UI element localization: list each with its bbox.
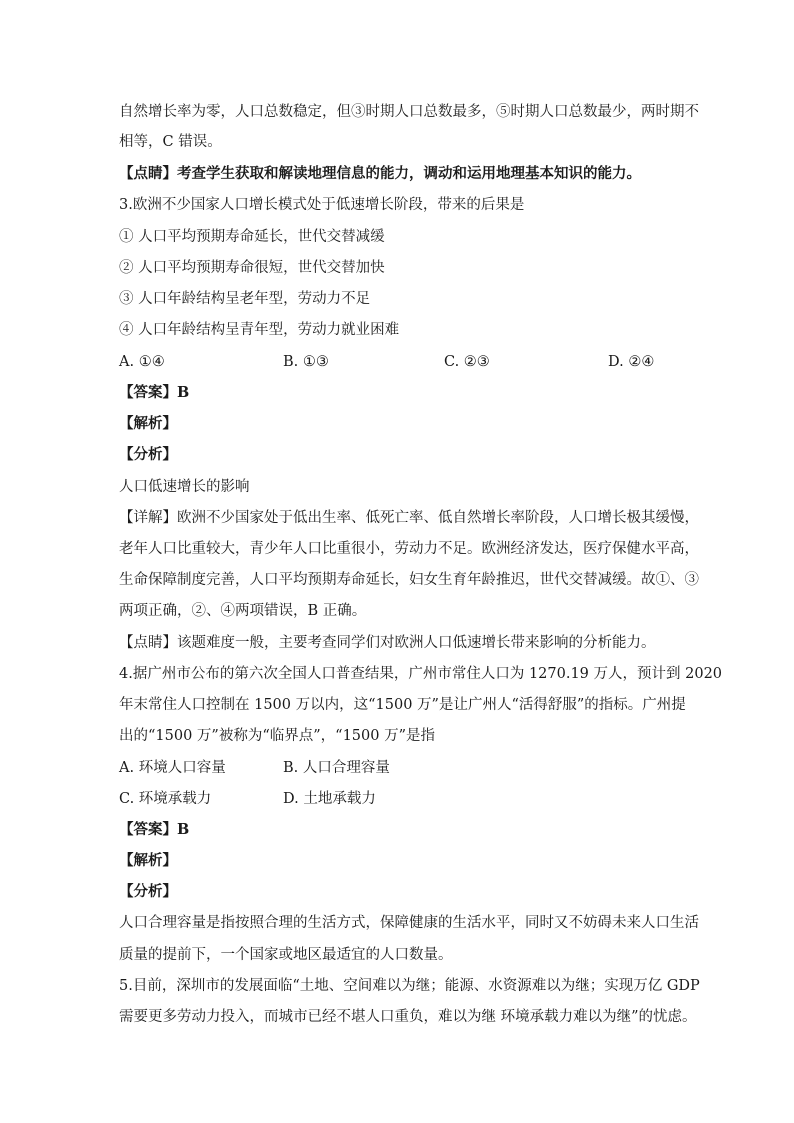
q3-option-d: D. ②④	[608, 354, 655, 370]
analysis-sub-label: 【分析】	[119, 883, 177, 900]
text-line: 出的“1500 万”被称为“临界点”，“1500 万”是指	[119, 728, 435, 744]
answer-label: 【答案】B	[119, 821, 190, 838]
q4-option-a: A. 环境人口容量	[119, 760, 226, 776]
statement-2: ② 人口平均预期寿命很短，世代交替加快	[119, 260, 385, 276]
text-line: 年末常住人口控制在 1500 万以内，这“1500 万”是让广州人“活得舒服”的指标。广州提	[119, 697, 686, 713]
q3-option-a: A. ①④	[119, 354, 165, 370]
text-line: 人口低速增长的影响	[119, 479, 250, 495]
statement-4: ④ 人口年龄结构呈青年型，劳动力就业困难	[119, 322, 400, 338]
text-line: 人口合理容量是指按照合理的生活方式，保障健康的生活水平，同时又不妨碍未来人口生活	[119, 915, 699, 931]
comment-heading: 【点睛】该题难度一般，主要考查同学们对欧洲人口低速增长带来影响的分析能力。	[119, 635, 656, 651]
q4-option-b: B. 人口合理容量	[283, 760, 390, 776]
analysis-label: 【解析】	[119, 852, 177, 869]
question-3-stem: 3.欧洲不少国家人口增长模式处于低速增长阶段，带来的后果是	[119, 197, 525, 213]
text-line: 质量的提前下，一个国家或地区最适宜的人口数量。	[119, 947, 453, 963]
analysis-label: 【解析】	[119, 415, 177, 432]
analysis-sub-label: 【分析】	[119, 446, 177, 463]
text-line: 需要更多劳动力投入，而城市已经不堪人口重负，难以为继 环境承载力难以为继”的忧虑。	[119, 1009, 697, 1025]
text-line: 相等，C 错误。	[119, 134, 222, 150]
answer-label: 【答案】B	[119, 384, 190, 401]
q4-option-d: D. 土地承载力	[283, 791, 376, 807]
detail-paragraph: 【详解】欧洲不少国家处于低出生率、低死亡率、低自然增长率阶段，人口增长极其缓慢，	[119, 510, 699, 526]
comment-heading: 【点睛】考查学生获取和解读地理信息的能力，调动和运用地理基本知识的能力。	[119, 165, 641, 182]
text-line: 生命保障制度完善，人口平均预期寿命延长，妇女生育年龄推迟，世代交替减缓。故①、③	[119, 572, 699, 588]
statement-1: ① 人口平均预期寿命延长，世代交替减缓	[119, 229, 385, 245]
statement-3: ③ 人口年龄结构呈老年型，劳动力不足	[119, 291, 371, 307]
text-line: 老年人口比重较大，青少年人口比重很小，劳动力不足。欧洲经济发达，医疗保健水平高，	[119, 541, 699, 557]
question-4-stem: 4.据广州市公布的第六次全国人口普查结果，广州市常住人口为 1270.19 万人，预计到 2020	[119, 666, 723, 682]
q3-option-b: B. ①③	[283, 354, 329, 370]
question-5-stem: 5.目前，深圳市的发展面临“土地、空间难以为继；能源、水资源难以为继；实现万亿 GDP	[119, 978, 700, 994]
q3-option-c: C. ②③	[444, 354, 490, 370]
q4-option-c: C. 环境承载力	[119, 791, 212, 807]
text-line: 两项正确，②、④两项错误，B 正确。	[119, 603, 367, 619]
text-line: 自然增长率为零，人口总数稳定，但③时期人口总数最多，⑤时期人口总数最少，两时期不	[119, 104, 699, 120]
